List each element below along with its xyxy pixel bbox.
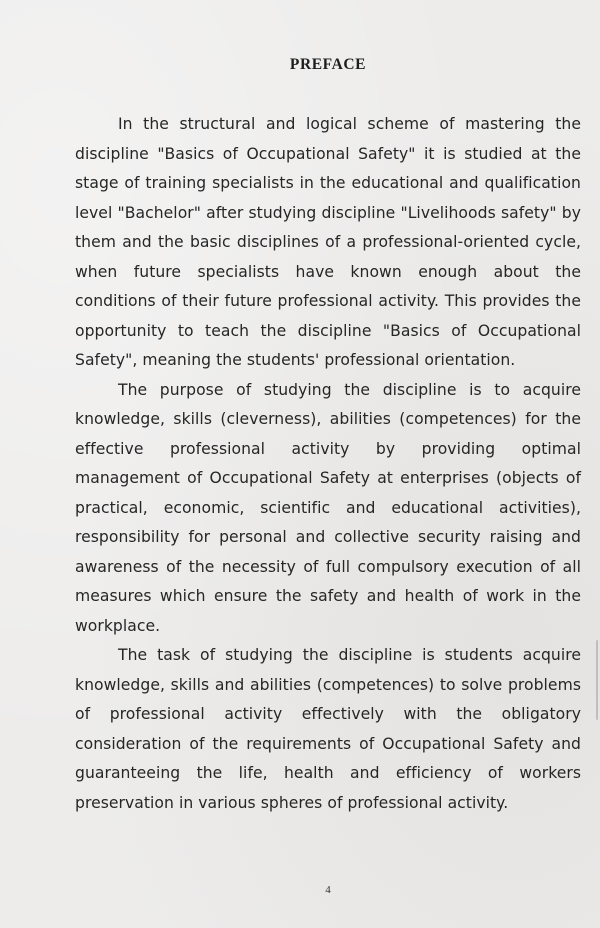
- page-number: 4: [325, 884, 331, 896]
- paragraph-1: In the structural and logical scheme of mastering the discipline "Basics of Occupational Safety" it is studied at the stage of training specialists in the educational and qualification level "Bachelor" after studying discipline "Livelihoods safety" by them and the basic disciplines of a professional-oriented cycle, when future specialists have known enough about the conditions of their future professional activity. This provides the opportunity to teach the discipline "Basics of Occupational Safety", meaning the students' professional orientation.: [75, 115, 581, 369]
- paragraph-3: The task of studying the discipline is students acquire knowledge, skills and abilities (competences) to solve problems of professional activity effectively with the obligatory consideration of the requirements of Occupational Safety and guaranteeing the life, health and efficiency of workers preservation in various spheres of professional activity.: [75, 646, 581, 812]
- page-title: PREFACE: [289, 56, 367, 73]
- paragraph-2: The purpose of studying the discipline is to acquire knowledge, skills (cleverness), abilities (competences) for the effective professional activity by providing optimal management of Occupational Safety at enterprises (objects of practical, economic, scientific and educational activities), responsibility for personal and collective security raising and awareness of the necessity of full compulsory execution of all measures which ensure the safety and health of work in the workplace.: [75, 380, 581, 635]
- page-edge-mark: [596, 640, 598, 720]
- body-text: [75, 110, 581, 818]
